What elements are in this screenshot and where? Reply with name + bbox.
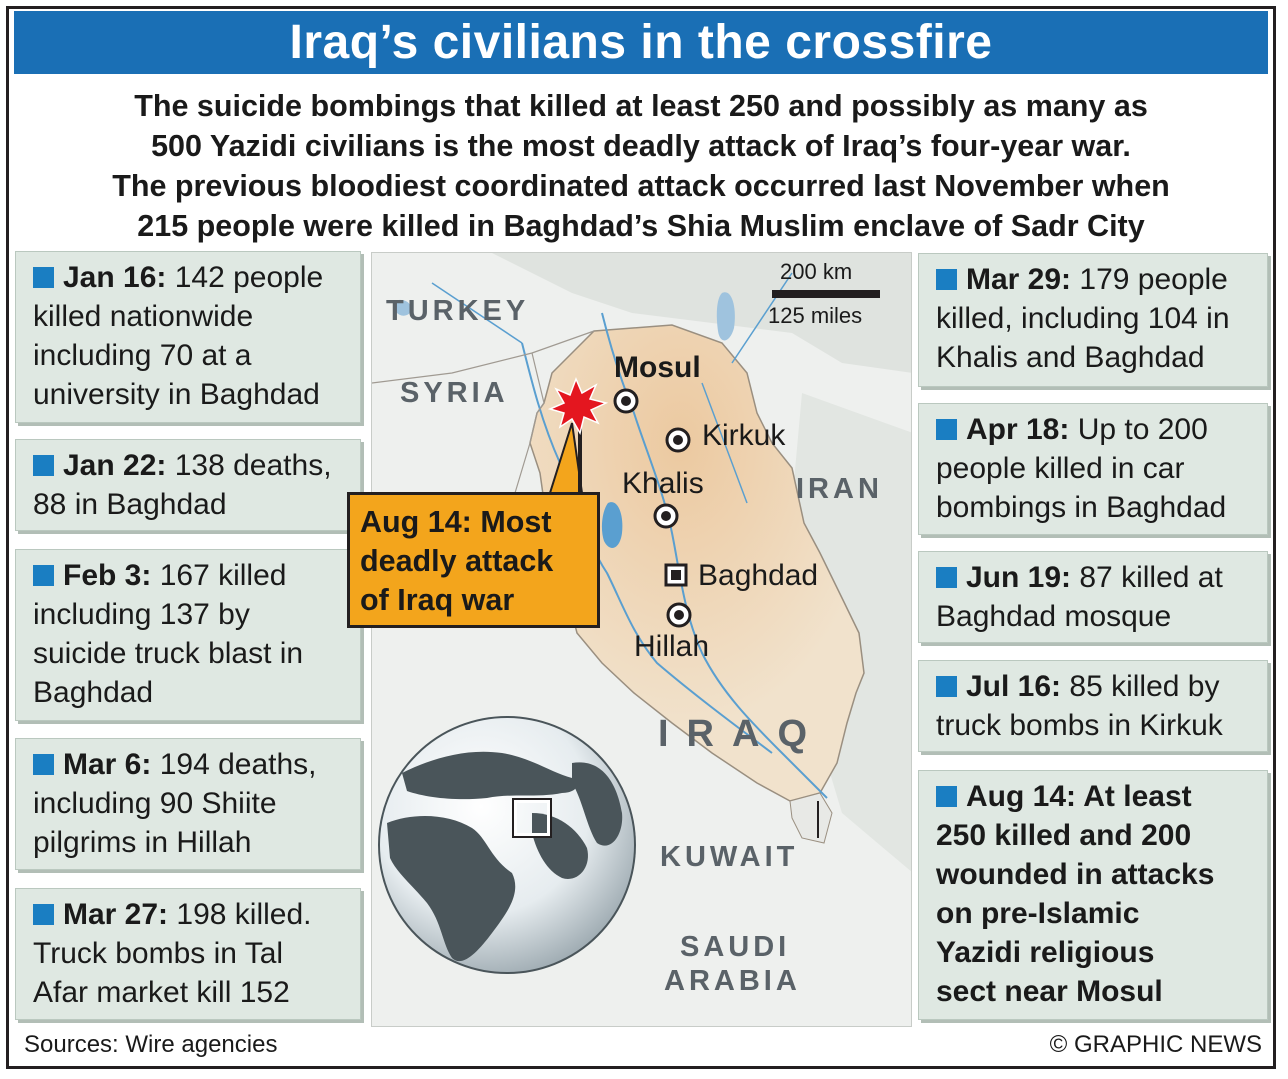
scale-km: 200 km bbox=[780, 259, 853, 284]
event-text: 194 deaths, bbox=[159, 748, 317, 781]
event-card-mar-27 bbox=[15, 888, 361, 1020]
event-text: including 70 at a bbox=[33, 339, 252, 372]
mosul-marker bbox=[615, 390, 637, 412]
event-text: 87 killed at bbox=[1079, 561, 1223, 594]
square-bullet-icon bbox=[33, 754, 54, 775]
event-text: 250 killed and 200 bbox=[936, 819, 1192, 852]
event-text: 198 killed. bbox=[176, 898, 312, 931]
label-syria: SYRIA bbox=[400, 377, 509, 409]
intro-line: 500 Yazidi civilians is the most deadly attack of Iraq’s four-year war. bbox=[151, 129, 1131, 163]
square-bullet-icon bbox=[936, 676, 957, 697]
event-text: At least bbox=[1083, 780, 1192, 813]
label-khalis: Khalis bbox=[622, 467, 704, 500]
hillah-marker bbox=[668, 604, 690, 626]
event-text: Baghdad mosque bbox=[936, 600, 1172, 633]
event-text: 167 killed bbox=[159, 559, 287, 592]
lake-urmia bbox=[717, 292, 735, 340]
event-text: 179 people bbox=[1079, 263, 1228, 296]
event-card-feb-3 bbox=[15, 549, 361, 721]
label-turkey: TURKEY bbox=[386, 295, 530, 327]
khalis-marker bbox=[655, 505, 677, 527]
square-bullet-icon bbox=[33, 267, 54, 288]
event-text: killed nationwide bbox=[33, 300, 254, 333]
event-date: Mar 27: bbox=[63, 898, 169, 931]
event-text: pilgrims in Hillah bbox=[33, 826, 252, 859]
label-kirkuk: Kirkuk bbox=[702, 419, 786, 452]
baghdad-marker bbox=[666, 565, 686, 585]
callout-line: Aug 14: Most bbox=[360, 505, 552, 539]
square-bullet-icon bbox=[936, 269, 957, 290]
label-arabia: ARABIA bbox=[664, 965, 801, 997]
label-kuwait: KUWAIT bbox=[660, 841, 799, 873]
callout-line: of Iraq war bbox=[360, 583, 515, 617]
iraq-map bbox=[371, 252, 912, 1027]
event-text: wounded in attacks bbox=[936, 858, 1215, 891]
event-text: university in Baghdad bbox=[33, 378, 320, 411]
event-card-jul-16 bbox=[918, 660, 1268, 752]
intro-text bbox=[14, 86, 1268, 246]
attack-callout bbox=[347, 492, 600, 628]
intro-line: The suicide bombings that killed at least 250 and possibly as many as bbox=[134, 89, 1148, 123]
event-text: sect near Mosul bbox=[936, 975, 1163, 1008]
event-date: Jan 16: bbox=[63, 261, 167, 294]
square-bullet-icon bbox=[936, 419, 957, 440]
callout-line: deadly attack bbox=[360, 544, 554, 578]
event-text: 138 deaths, bbox=[174, 449, 332, 482]
label-hillah: Hillah bbox=[634, 630, 710, 663]
event-text: Up to 200 bbox=[1077, 413, 1208, 446]
intro-line: The previous bloodiest coordinated attack occurred last November when bbox=[112, 169, 1170, 203]
event-text: Khalis and Baghdad bbox=[936, 341, 1205, 374]
event-card-apr-18 bbox=[918, 403, 1268, 535]
event-text: Afar market kill 152 bbox=[33, 976, 290, 1009]
kirkuk-marker bbox=[667, 429, 689, 451]
event-date: Aug 14: bbox=[966, 780, 1077, 813]
event-text: killed, including 104 in bbox=[936, 302, 1230, 335]
event-date: Jul 16: bbox=[966, 670, 1062, 703]
event-text: 142 people bbox=[174, 261, 324, 294]
title-bar bbox=[14, 11, 1268, 74]
label-iran: IRAN bbox=[796, 473, 883, 505]
event-card-mar-29 bbox=[918, 253, 1268, 387]
event-date: Feb 3: bbox=[63, 559, 152, 592]
label-iraq: IRAQ bbox=[658, 713, 825, 755]
event-text: Yazidi religious bbox=[936, 936, 1155, 969]
event-text: including 90 Shiite bbox=[33, 787, 277, 820]
square-bullet-icon bbox=[33, 455, 54, 476]
kuwait-territory bbox=[790, 793, 832, 843]
event-text: people killed in car bbox=[936, 452, 1185, 485]
event-text: truck bombs in Kirkuk bbox=[936, 709, 1223, 742]
square-bullet-icon bbox=[33, 565, 54, 586]
event-card-mar-6 bbox=[15, 738, 361, 870]
event-text: bombings in Baghdad bbox=[936, 491, 1227, 524]
event-text: including 137 by bbox=[33, 598, 250, 631]
page-title: Iraq’s civilians in the crossfire bbox=[289, 16, 993, 69]
event-text: suicide truck blast in bbox=[33, 637, 304, 670]
scale-miles: 125 miles bbox=[768, 303, 863, 328]
label-mosul: Mosul bbox=[614, 351, 701, 384]
scale-bar bbox=[772, 290, 880, 298]
sources-note: Sources: Wire agencies bbox=[24, 1031, 278, 1058]
event-text: on pre-Islamic bbox=[936, 897, 1140, 930]
event-date: Mar 6: bbox=[63, 748, 152, 781]
event-text: Truck bombs in Tal bbox=[33, 937, 284, 970]
event-text: 85 killed by bbox=[1069, 670, 1220, 703]
event-date: Jun 19: bbox=[966, 561, 1072, 594]
event-card-jan-16 bbox=[15, 251, 361, 423]
event-text: 88 in Baghdad bbox=[33, 488, 227, 521]
intro-line: 215 people were killed in Baghdad’s Shia Muslim enclave of Sadr City bbox=[137, 209, 1145, 243]
event-text: Baghdad bbox=[33, 676, 154, 709]
event-card-jan-22 bbox=[15, 439, 361, 531]
label-baghdad: Baghdad bbox=[698, 559, 819, 592]
event-card-aug-14 bbox=[918, 770, 1268, 1020]
event-date: Mar 29: bbox=[966, 263, 1072, 296]
event-date: Jan 22: bbox=[63, 449, 167, 482]
square-bullet-icon bbox=[33, 904, 54, 925]
label-saudi: SAUDI bbox=[680, 931, 791, 963]
event-date: Apr 18: bbox=[966, 413, 1070, 446]
event-card-jun-19 bbox=[918, 551, 1268, 643]
square-bullet-icon bbox=[936, 786, 957, 807]
credit-note: © GRAPHIC NEWS bbox=[1049, 1031, 1262, 1058]
lake-tharthar bbox=[602, 502, 622, 548]
square-bullet-icon bbox=[936, 567, 957, 588]
